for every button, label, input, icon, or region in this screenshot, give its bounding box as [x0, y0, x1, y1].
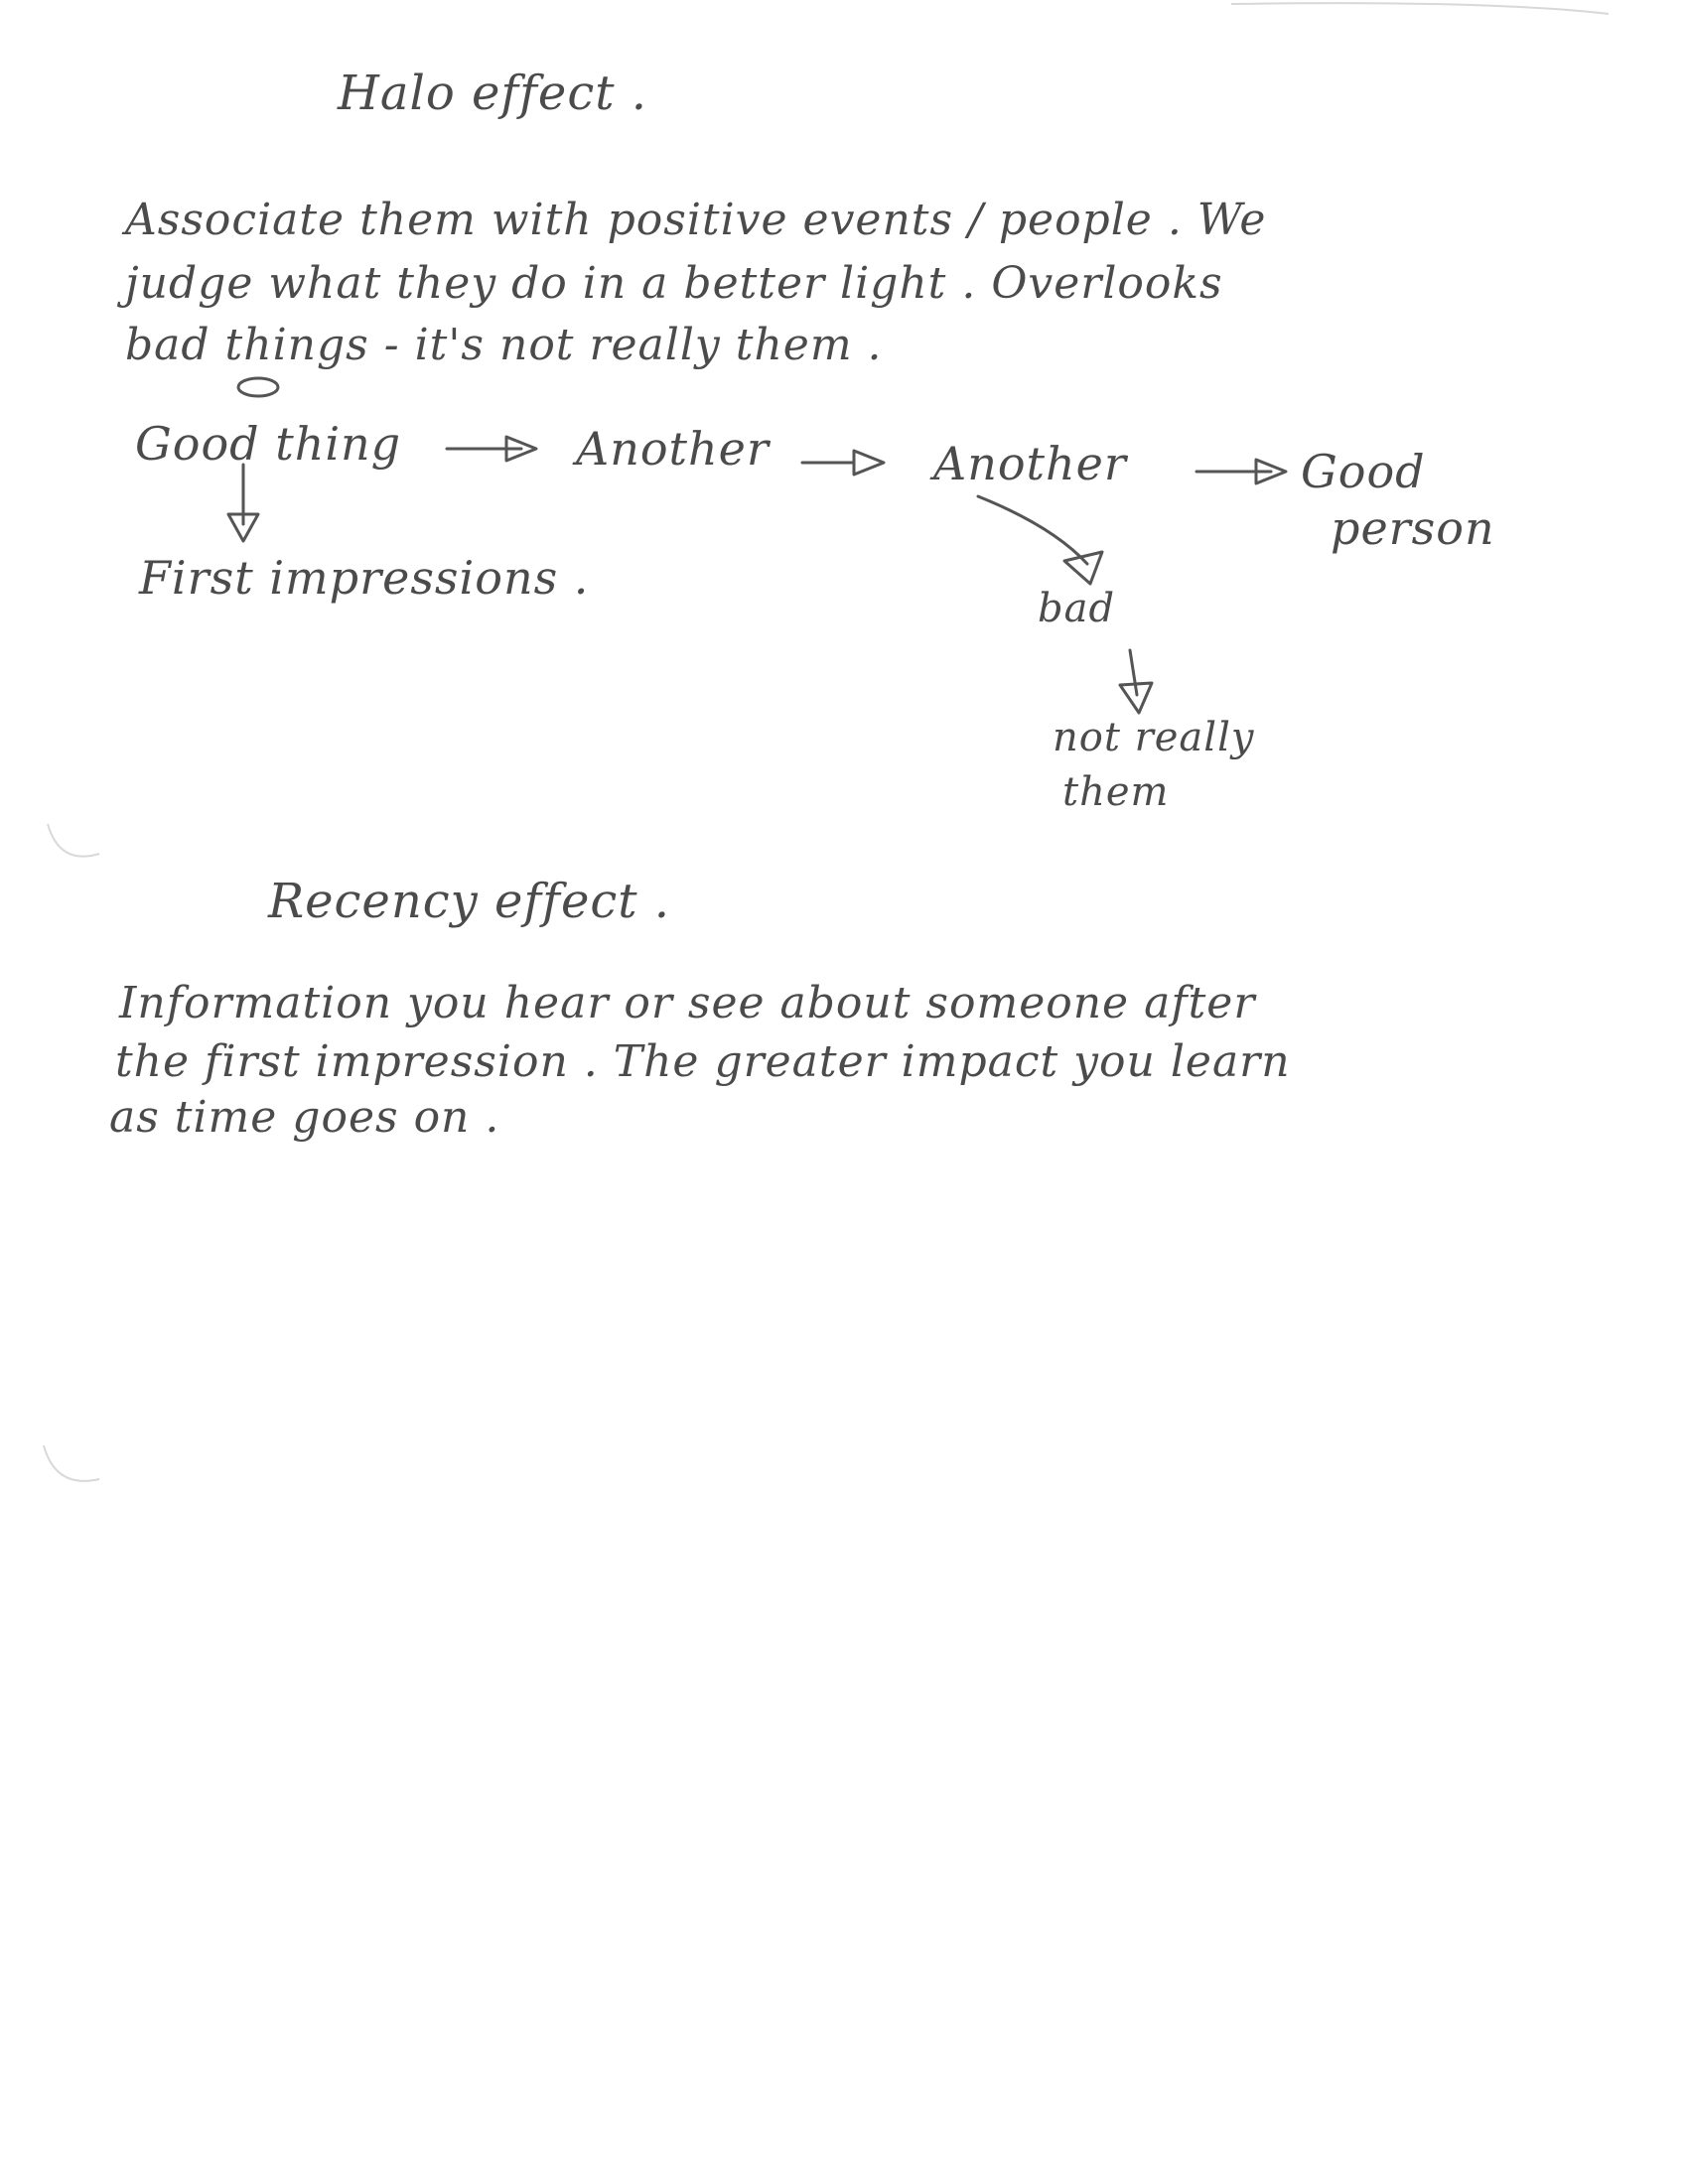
halo-body-line-1: Associate them with positive events / people . We: [125, 195, 1267, 245]
arrow-another-to-good-person: [1196, 460, 1286, 483]
recency-body-line-2: the first impression . The greater impact you learn: [115, 1036, 1291, 1087]
diagram-another-2: Another: [933, 437, 1127, 490]
circle-mark: [238, 378, 278, 396]
halo-effect-title: Halo effect .: [338, 66, 648, 121]
diagram-good-person-line-1: Good: [1301, 445, 1426, 498]
recency-body-line-3: as time goes on .: [109, 1092, 500, 1143]
recency-body-line-1: Information you hear or see about someone after: [119, 978, 1256, 1028]
diagram-good-person-line-2: person: [1331, 501, 1495, 555]
halo-body-line-3: bad things - it's not really them .: [125, 320, 883, 370]
diagram-good-thing: Good thing: [135, 417, 402, 471]
arrow-another-to-bad: [978, 496, 1102, 584]
punch-hole-mark-middle: [44, 1445, 99, 1481]
diagram-not-really-line-1: not really: [1053, 715, 1255, 760]
arrow-bad-to-not-really: [1120, 650, 1152, 713]
recency-effect-title: Recency effect .: [268, 874, 671, 929]
diagram-not-really-line-2: them: [1062, 769, 1170, 815]
diagram-first-impressions: First impressions .: [139, 551, 590, 605]
arrow-another-to-another: [802, 451, 884, 475]
diagram-bad: bad: [1038, 586, 1116, 631]
scan-line-top: [1231, 3, 1609, 14]
punch-hole-mark-top: [48, 824, 99, 857]
halo-body-line-2: judge what they do in a better light . Overlooks: [125, 258, 1223, 309]
arrow-good-to-first-impressions: [228, 465, 258, 541]
diagram-another-1: Another: [576, 422, 770, 476]
arrow-good-to-another: [447, 437, 536, 461]
